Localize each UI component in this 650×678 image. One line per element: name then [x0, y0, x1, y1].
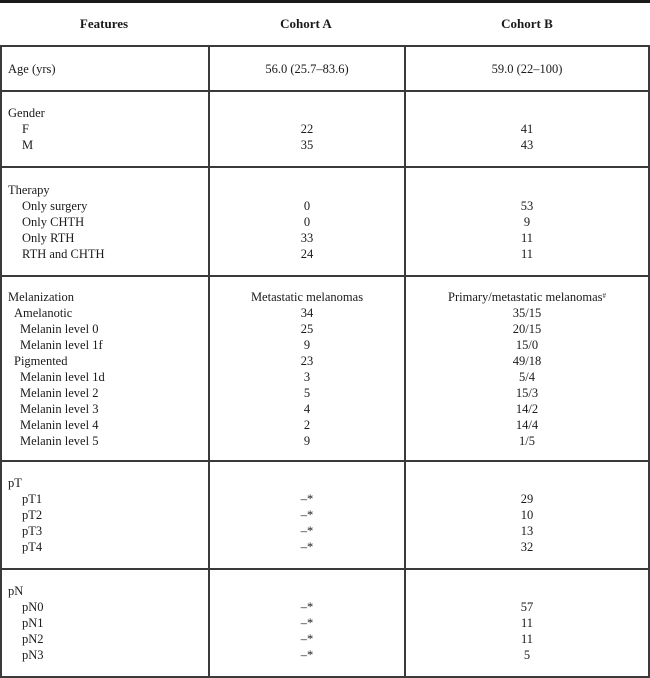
pn0-label: pN0: [22, 600, 44, 614]
pn2-label: pN2: [22, 632, 44, 646]
melanization-level0-label: Melanin level 0: [20, 321, 99, 336]
melanization-level3-a: 4: [303, 401, 311, 416]
melanization-b-cell: [404, 277, 650, 460]
melanization-amelanotic-a: 34: [300, 305, 314, 320]
gender-label: Gender: [8, 106, 45, 120]
pn1-label: pN1: [22, 616, 44, 630]
gender-m-a: 35: [300, 138, 314, 152]
therapy-label: Therapy: [8, 182, 50, 197]
table-row-pt: [0, 460, 650, 568]
table-row-gender: [0, 90, 650, 166]
melanization-level3-label: Melanin level 3: [20, 401, 99, 416]
pt-b-cell: [404, 462, 650, 568]
pt-label-cell: [0, 462, 208, 568]
melanization-level1d-b: 5/4: [519, 369, 535, 384]
table-body: [0, 45, 650, 678]
pt2-a: –*: [300, 508, 314, 522]
melanization-pigmented-a: 23: [300, 353, 314, 368]
melanization-level5-b: 1/5: [519, 433, 535, 448]
therapy-rth-a: 33: [300, 230, 314, 245]
therapy-rth-b: 11: [520, 230, 534, 245]
gender-a-cell: [208, 92, 404, 166]
melanization-level2-b: 15/3: [515, 385, 539, 400]
gender-f-b: 41: [520, 122, 534, 136]
pn2-a: –*: [300, 632, 314, 646]
melanization-level1f-label: Melanin level 1f: [20, 337, 103, 352]
age-label-cell: [0, 47, 208, 90]
pn1-a: –*: [300, 616, 314, 630]
pn1-b: 11: [520, 616, 534, 630]
table-header: [0, 3, 650, 45]
gender-f-label: F: [22, 122, 29, 136]
melanization-level2-a: 5: [303, 385, 311, 400]
melanization-label: Melanization: [8, 289, 74, 304]
melanization-level3-b: 14/2: [515, 401, 539, 416]
pn0-a: –*: [300, 600, 314, 614]
melanization-level4-a: 2: [303, 417, 311, 432]
pt2-b: 10: [520, 508, 534, 522]
melanization-label-cell: [0, 277, 208, 460]
melanization-level1d-a: 3: [303, 369, 311, 384]
pn2-b: 11: [520, 632, 534, 646]
pt4-a: –*: [300, 540, 314, 554]
therapy-chth-b: 9: [523, 214, 531, 229]
table-row-melanization: [0, 275, 650, 460]
therapy-surgery-label: Only surgery: [22, 198, 88, 213]
pt3-b: 13: [520, 524, 534, 538]
gender-m-label: M: [22, 138, 34, 152]
melanization-a-cell: [208, 277, 404, 460]
therapy-rth-label: Only RTH: [22, 230, 75, 245]
melanization-level1f-a: 9: [303, 337, 311, 352]
melanization-level4-label: Melanin level 4: [20, 417, 99, 432]
melanization-amelanotic-b: 35/15: [512, 305, 542, 320]
header-cohort-b: Cohort B: [501, 16, 553, 31]
therapy-rth-chth-a: 24: [300, 246, 314, 261]
melanization-level5-a: 9: [303, 433, 311, 448]
age-cohort-b: 59.0 (22–100): [491, 61, 563, 76]
therapy-chth-a: 0: [303, 214, 311, 229]
header-features: Features: [79, 16, 129, 31]
gender-label-cell: [0, 92, 208, 166]
pt-label: pT: [8, 476, 22, 490]
melanization-a-header: Metastatic melanomas: [250, 289, 364, 304]
pn3-b: 5: [523, 648, 531, 662]
pt1-b: 29: [520, 492, 534, 506]
melanization-level1f-b: 15/0: [515, 337, 539, 352]
pt1-a: –*: [300, 492, 314, 506]
pt3-label: pT3: [22, 524, 43, 538]
therapy-surgery-a: 0: [303, 198, 311, 213]
therapy-rth-chth-label: RTH and CHTH: [22, 246, 105, 261]
age-label: Age (yrs): [8, 61, 56, 76]
pt2-label: pT2: [22, 508, 43, 522]
gender-f-a: 22: [300, 122, 314, 136]
melanization-level5-label: Melanin level 5: [20, 433, 99, 448]
header-cohort-a: Cohort A: [280, 16, 332, 31]
footnote-hash-mark: #: [602, 291, 606, 300]
therapy-rth-chth-b: 11: [520, 246, 534, 261]
gender-m-b: 43: [520, 138, 534, 152]
pn-a-cell: [208, 570, 404, 676]
melanization-amelanotic-label: Amelanotic: [14, 305, 73, 320]
pt1-label: pT1: [22, 492, 43, 506]
gender-b-cell: [404, 92, 650, 166]
melanization-level0-a: 25: [300, 321, 314, 336]
age-cohort-a: 56.0 (25.7–83.6): [265, 61, 349, 76]
pn0-b: 57: [520, 600, 534, 614]
age-b-cell: [404, 47, 650, 90]
table-row-age: [0, 45, 650, 90]
pn3-label: pN3: [22, 648, 44, 662]
therapy-label-cell: [0, 168, 208, 275]
pn-b-cell: [404, 570, 650, 676]
pn3-a: –*: [300, 648, 314, 662]
table-row-pn: [0, 568, 650, 678]
pt4-b: 32: [520, 540, 534, 554]
therapy-surgery-b: 53: [520, 198, 534, 213]
melanization-b-header: [448, 289, 606, 305]
pt-a-cell: [208, 462, 404, 568]
melanization-level1d-label: Melanin level 1d: [20, 369, 105, 384]
melanization-pigmented-b: 49/18: [512, 353, 542, 368]
melanization-pigmented-label: Pigmented: [14, 353, 68, 368]
age-a-cell: [208, 47, 404, 90]
pt4-label: pT4: [22, 540, 43, 554]
melanization-level2-label: Melanin level 2: [20, 385, 99, 400]
therapy-b-cell: [404, 168, 650, 275]
table-row-therapy: [0, 166, 650, 275]
melanization-level0-b: 20/15: [512, 321, 542, 336]
melanization-b-header-text: Primary/metastatic melanomas: [448, 289, 603, 304]
pn-label-cell: [0, 570, 208, 676]
melanization-level4-b: 14/4: [515, 417, 539, 432]
therapy-chth-label: Only CHTH: [22, 214, 85, 229]
pt3-a: –*: [300, 524, 314, 538]
pn-label: pN: [8, 584, 24, 598]
therapy-a-cell: [208, 168, 404, 275]
